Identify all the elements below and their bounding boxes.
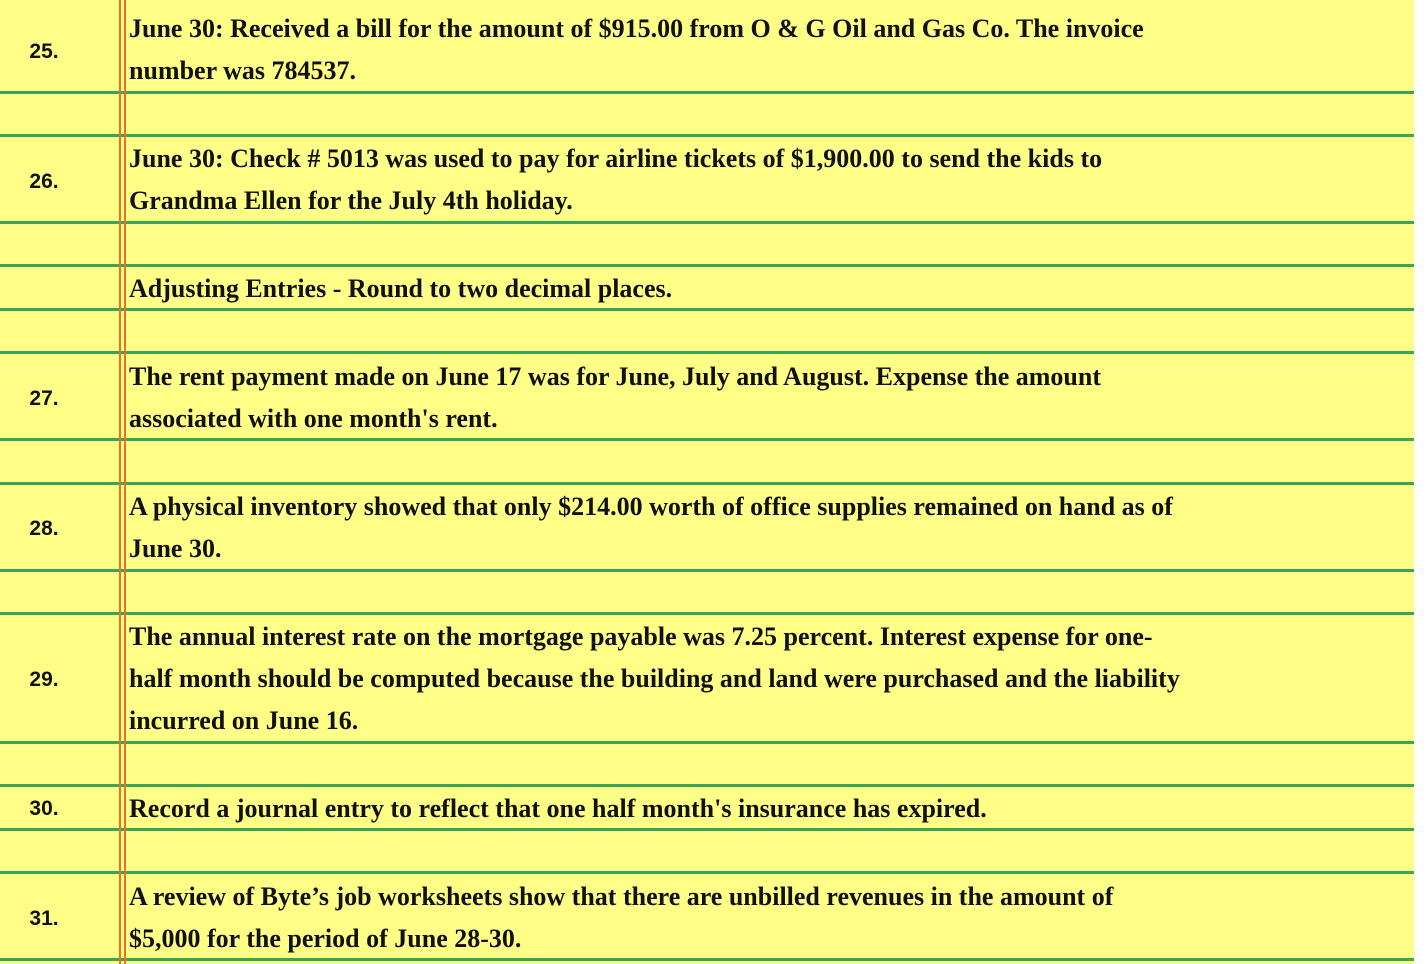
entry-text-line: Grandma Ellen for the July 4th holiday.: [129, 186, 573, 215]
entry-number: 27.: [29, 387, 59, 410]
entry-text: [129, 8, 1404, 92]
entry-text-line: A review of Byte’s job worksheets show that there are unbilled revenues in the amount of: [129, 882, 1114, 911]
page-edge: [1414, 0, 1428, 964]
section-heading-text: Adjusting Entries - Round to two decimal places.: [129, 274, 673, 303]
entry-text-line: Record a journal entry to reflect that one half month's insurance has expired.: [129, 794, 987, 823]
rule-line: [0, 264, 1414, 267]
entry-text-line: The rent payment made on June 17 was for June, July and August. Expense the amount: [129, 362, 1102, 391]
entry-text: [129, 876, 1404, 960]
entry-text-line: The annual interest rate on the mortgage payable was 7.25 percent. Interest expense for one-: [129, 622, 1153, 651]
entry-number: 31.: [29, 907, 59, 930]
entry-number: 29.: [29, 668, 59, 691]
entry-text: [129, 486, 1404, 570]
entry-number: 26.: [29, 170, 59, 193]
margin-line: [119, 0, 121, 964]
margin-line: [124, 0, 126, 964]
section-heading: [129, 268, 1404, 310]
entry-text-line: number was 784537.: [129, 56, 357, 85]
entry-text-line: June 30: Received a bill for the amount of $915.00 from O & G Oil and Gas Co. The invoice: [129, 14, 1144, 43]
entry-text: [129, 356, 1404, 440]
entry-text-line: associated with one month's rent.: [129, 404, 498, 433]
rule-line: [0, 351, 1414, 354]
rule-line: [0, 784, 1414, 787]
entry-number: 30.: [29, 797, 59, 820]
entry-text-line: $5,000 for the period of June 28-30.: [129, 924, 522, 953]
rule-line: [0, 482, 1414, 485]
entry-number: 28.: [29, 517, 59, 540]
rule-line: [0, 612, 1414, 615]
entry-text: [129, 138, 1404, 222]
entry-text: [129, 616, 1404, 742]
entry-text-line: incurred on June 16.: [129, 706, 359, 735]
entry-text-line: June 30.: [129, 534, 222, 563]
entry-text-line: June 30: Check # 5013 was used to pay for airline tickets of $1,900.00 to send the kids to: [129, 144, 1103, 173]
entry-text-line: half month should be computed because the building and land were purchased and the liability: [129, 664, 1180, 693]
rule-line: [0, 871, 1414, 874]
entry-text-line: A physical inventory showed that only $214.00 worth of office supplies remained on hand as of: [129, 492, 1173, 521]
entry-number: 25.: [29, 40, 59, 63]
rule-line: [0, 134, 1414, 137]
entry-text: [129, 788, 1404, 830]
